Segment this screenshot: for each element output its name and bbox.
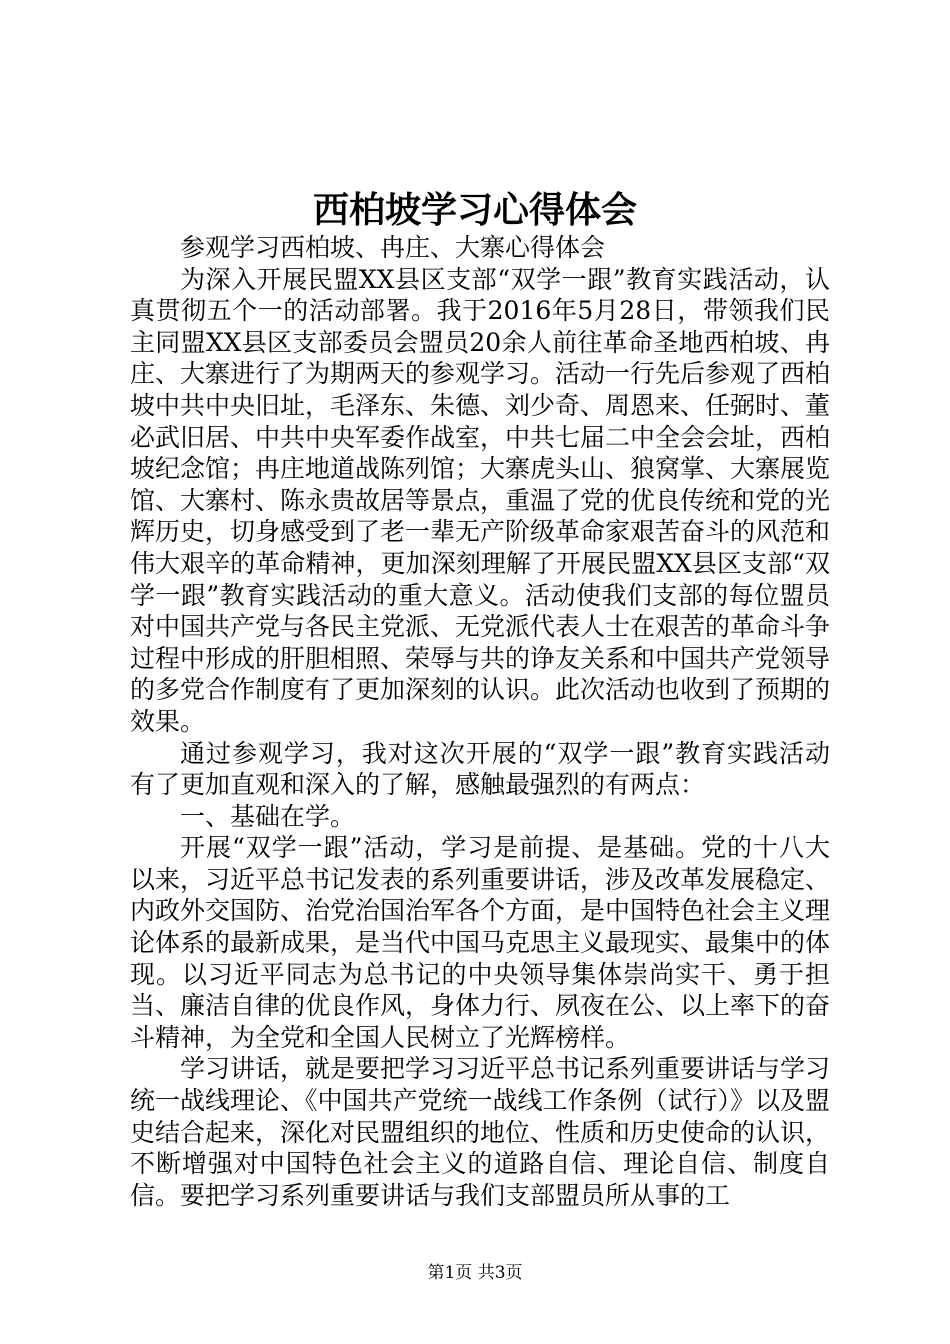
page-number-footer: 第1页 共3页 (427, 1263, 523, 1283)
body-paragraph: 开展“双学一跟”活动，学习是前提、是基础。党的十八大以来，习近平总书记发表的系列重要讲话，涉及改革发展稳定、内政外交国防、治党治国治军各个方面，是中国特色社会主义理论体系的最新成果，是当代中国马克思主义最现实、最集中的体现。以习近平同志为总书记的中央领导集体崇尚实干、勇于担当、廉洁自律的优良作风，身体力行、夙夜在公、以上率下的奋斗精神，为全党和全国人民树立了光辉榜样。 (130, 833, 831, 1052)
body-paragraph: 为深入开展民盟XX县区支部“双学一跟”教育实践活动，认真贯彻五个一的活动部署。我于2016年5月28日，带领我们民主同盟XX县区支部委员会盟员20余人前往革命圣地西柏坡、冉庄、大寨进行了为期两天的参观学习。活动一行先后参观了西柏坡中共中央旧址，毛泽东、朱德、刘少奇、周恩来、任弼时、董必武旧居、中共中央军委作战室，中共七届二中全会会址，西柏坡纪念馆；冉庄地道战陈列馆；大寨虎头山、狼窝掌、大寨展览馆、大寨村、陈永贵故居等景点，重温了党的优良传统和党的光辉历史，切身感受到了老一辈无产阶级革命家艰苦奋斗的风范和伟大艰辛的革命精神，更加深刻理解了开展民盟XX县区支部“双学一跟”教育实践活动的重大意义。活动使我们支部的每位盟员对中国共产党与各民主党派、无党派代表人士在艰苦的革命斗争过程中形成的肝胆相照、荣辱与共的诤友关系和中国共产党领导的多党合作制度有了更加深刻的认识。此次活动也收到了预期的效果。 (130, 264, 831, 736)
section-heading: 一、基础在学。 (180, 801, 356, 831)
body-paragraph: 通过参观学习，我对这次开展的“双学一跟”教育实践活动有了更加直观和深入的了解，感触最强烈的有两点： (130, 738, 830, 800)
subtitle-paragraph: 参观学习西柏坡、冉庄、大寨心得体会 (180, 233, 606, 262)
body-paragraph: 学习讲话，就是要把学习习近平总书记系列重要讲话与学习统一战线理论、《中国共产党统一战线工作条例（试行）》以及盟史结合起来，深化对民盟组织的地位、性质和历史使命的认识，不断增强对中国特色社会主义的道路自信、理论自信、制度自信。要把学习系列重要讲话与我们支部盟员所从事的工 (130, 1054, 831, 1210)
document-title: 西柏坡学习心得体会 (312, 189, 637, 231)
document-body (130, 232, 830, 1211)
